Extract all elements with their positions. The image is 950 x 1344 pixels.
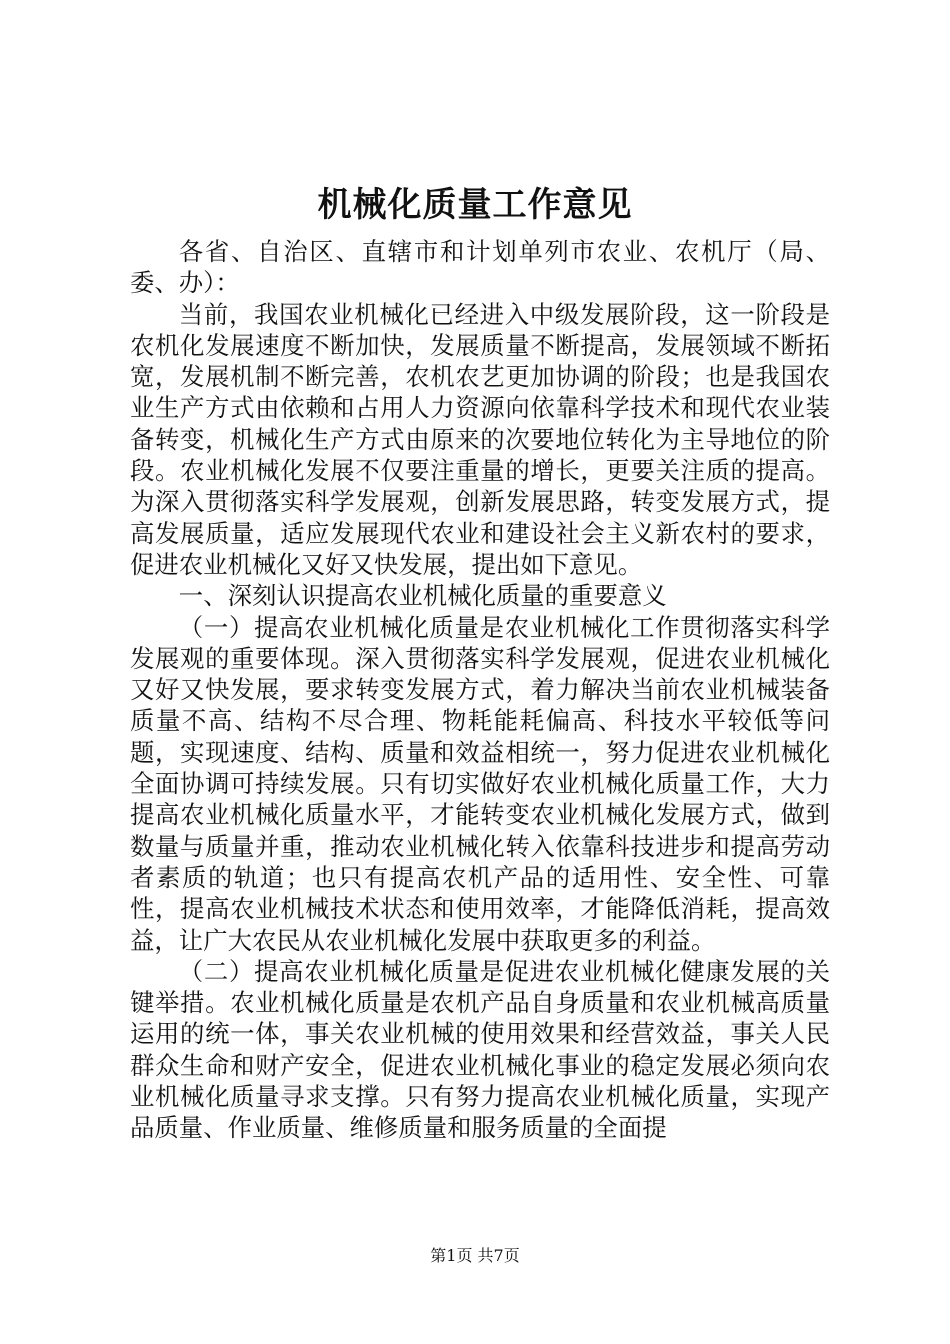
- salutation-paragraph: 各省、自治区、直辖市和计划单列市农业、农机厅（局、委、办）：: [130, 237, 830, 298]
- body-paragraph: （一）提高农业机械化质量是农业机械化工作贯彻落实科学发展观的重要体现。深入贯彻落实科学发展观，促进农业机械化又好又快发展，要求转变发展方式，着力解决当前农业机械装备质量不高、结构不尽合理、物耗能耗偏高、科技水平较低等问题，实现速度、结构、质量和效益相统一，努力促进农业机械化全面协调可持续发展。只有切实做好农业机械化质量工作，大力提高农业机械化质量水平，才能转变农业机械化发展方式，做到数量与质量并重，推动农业机械化转入依靠科技进步和提高劳动者素质的轨道；也只有提高农机产品的适用性、安全性、可靠性，提高农业机械技术状态和使用效率，才能降低消耗，提高效益，让广大农民从农业机械化发展中获取更多的利益。: [130, 612, 830, 955]
- page-number-footer: 第1页 共7页: [430, 1246, 520, 1265]
- section-heading: 一、深刻认识提高农业机械化质量的重要意义: [178, 581, 667, 611]
- intro-paragraph: 当前，我国农业机械化已经进入中级发展阶段，这一阶段是农机化发展速度不断加快，发展质量不断提高，发展领域不断拓宽，发展机制不断完善，农机农艺更加协调的阶段；也是我国农业生产方式由依赖和占用人力资源向依靠科学技术和现代农业装备转变，机械化生产方式由原来的次要地位转化为主导地位的阶段。农业机械化发展不仅要注重量的增长，更要关注质的提高。为深入贯彻落实科学发展观，创新发展思路，转变发展方式，提高发展质量，适应发展现代农业和建设社会主义新农村的要求，促进农业机械化又好又快发展，提出如下意见。: [130, 299, 830, 579]
- body-paragraph: （二）提高农业机械化质量是促进农业机械化健康发展的关键举措。农业机械化质量是农机产品自身质量和农业机械高质量运用的统一体，事关农业机械的使用效果和经营效益，事关人民群众生命和财产安全，促进农业机械化事业的稳定发展必须向农业机械化质量寻求支撑。只有努力提高农业机械化质量，实现产品质量、作业质量、维修质量和服务质量的全面提: [130, 956, 830, 1143]
- document-body: [130, 236, 830, 1144]
- document-title: 机械化质量工作意见: [317, 185, 633, 225]
